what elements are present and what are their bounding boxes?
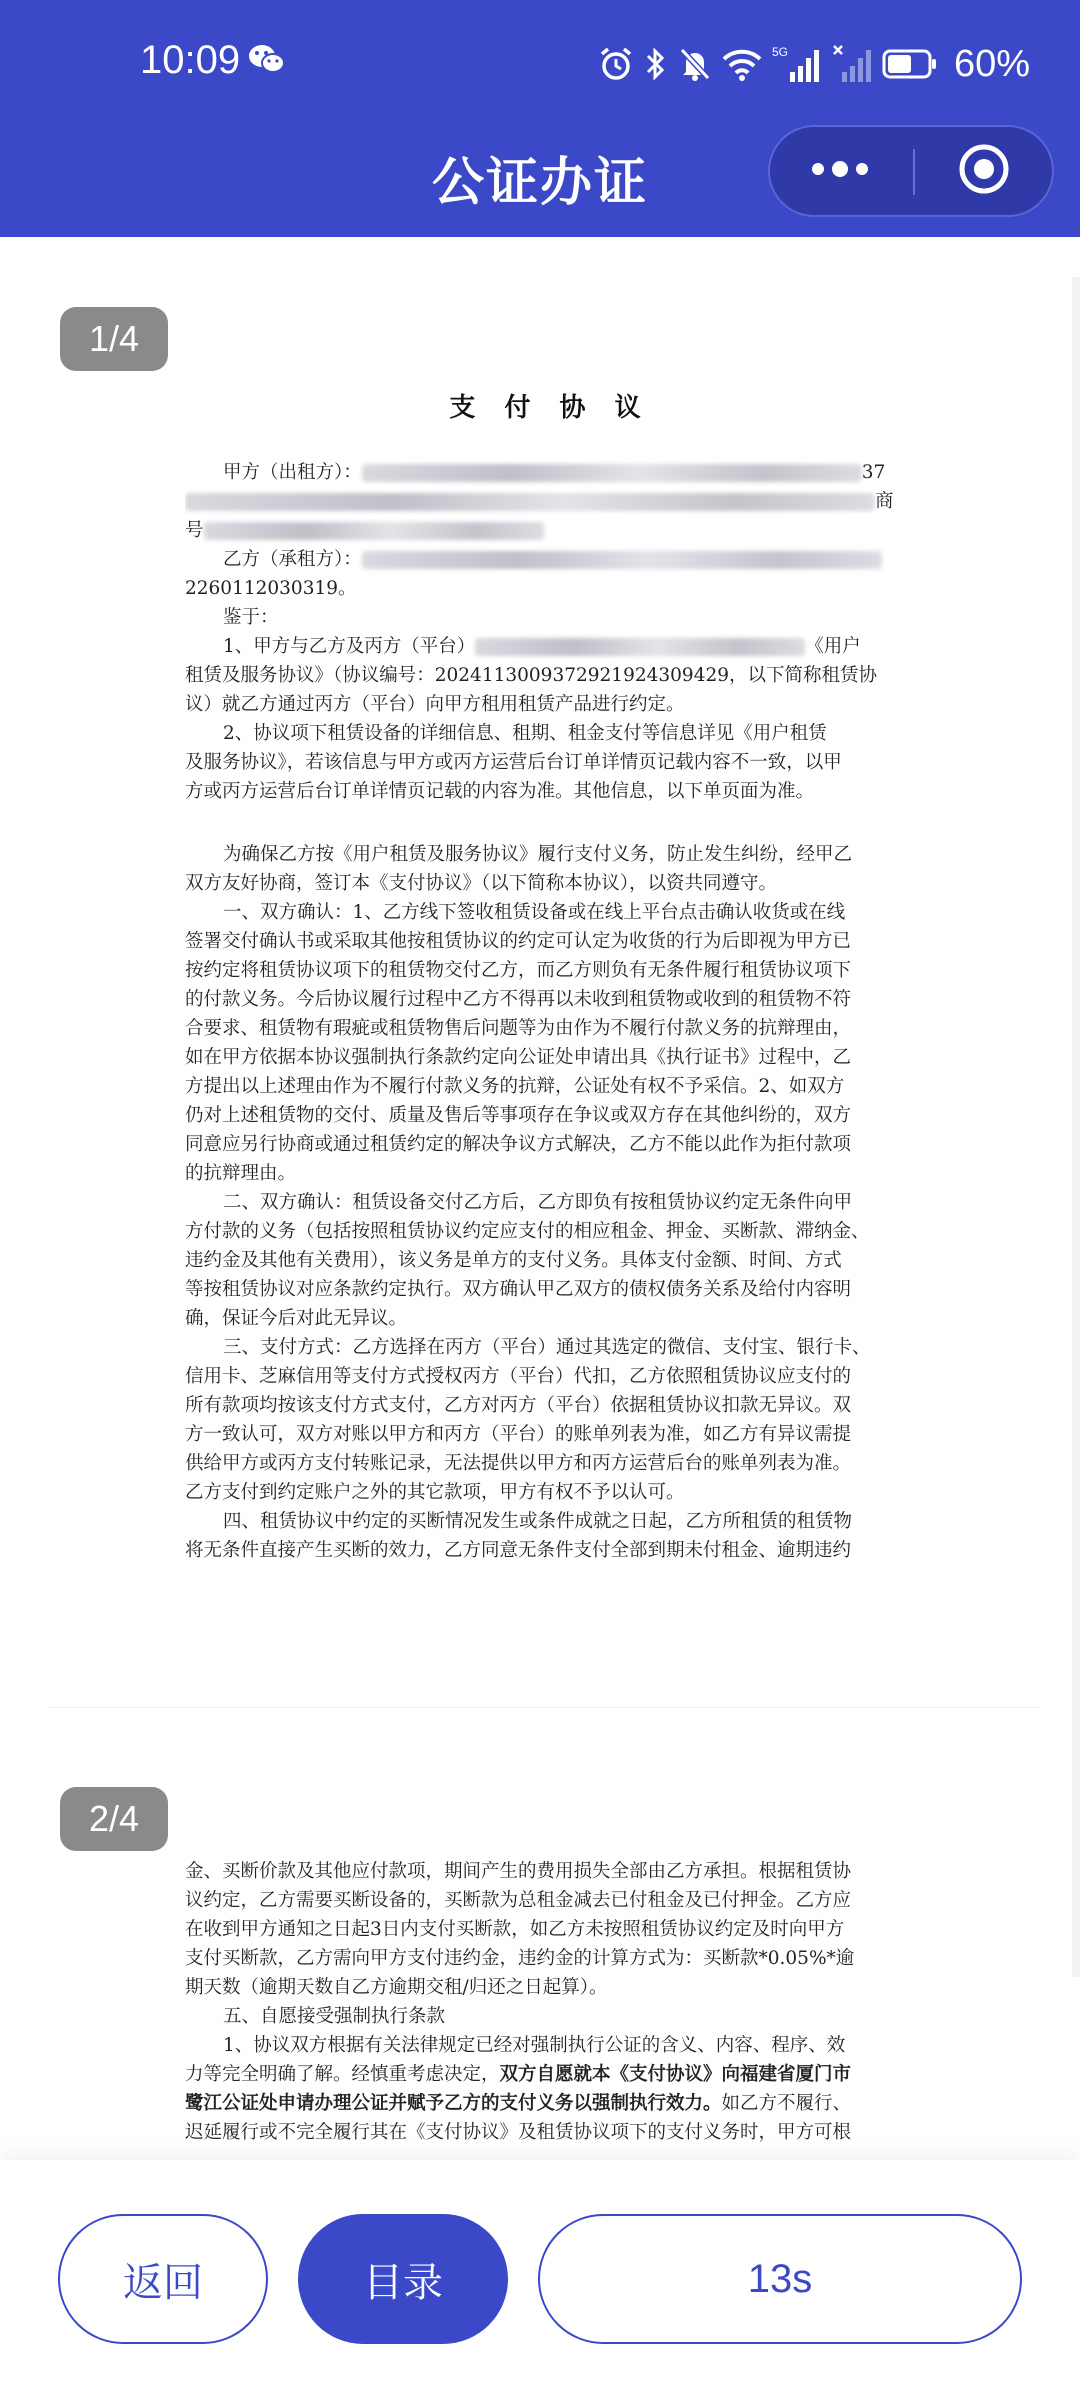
doc-line: 将无条件直接产生买断的效力，乙方同意无条件支付全部到期未付租金、逾期违约 (185, 1540, 852, 1561)
doc-line: 期天数（逾期天数自乙方逾期交租/归还之日起算）。 (185, 1977, 608, 1998)
doc-line: 仍对上述租赁物的交付、质量及售后等事项存在争议或双方存在其他纠纷的，双方 (185, 1105, 852, 1126)
target-close-icon (957, 142, 1011, 200)
doc-line: 鹭江公证处申请办理公证并赋予乙方的支付义务以强制执行效力。如乙方不履行、 (185, 2093, 852, 2114)
back-button[interactable]: 返回 (58, 2214, 268, 2344)
wechat-icon (248, 42, 286, 80)
mute-bell-icon (678, 46, 712, 82)
document-viewer[interactable] (0, 237, 1080, 2157)
more-dots-icon (810, 161, 870, 181)
doc-line: 方或丙方运营后台订单详情页记载的内容为准。其他信息，以下单页面为准。 (185, 781, 815, 802)
mini-program-capsule (768, 125, 1054, 217)
doc-line: 签署交付确认书或采取其他按租赁协议的约定可认定为收货的行为后即视为甲方已 (185, 931, 852, 952)
doc-line: 合要求、租赁物有瑕疵或租赁物售后问题等为由作为不履行付款义务的抗辩理由， (185, 1018, 852, 1039)
scrollbar[interactable] (1072, 277, 1080, 1977)
doc-line: 商 (185, 487, 915, 516)
page-title: 公证办证 (431, 153, 648, 213)
app-header (0, 0, 1080, 237)
doc-line: 鉴于： (223, 607, 279, 628)
doc-line: 租赁及服务协议》（协议编号：20241130093729219243094​29，以下简称租赁协 (185, 665, 878, 686)
doc-line: 五、自愿接受强制执行条款 (223, 2006, 446, 2027)
doc-line: 的付款义务。今后协议履行过程中乙方不得再以未收到租赁物或收到的租赁物不符 (185, 989, 852, 1010)
signal-5g-icon (772, 44, 822, 84)
doc-line: 一、双方确认：1、乙方线下签收租赁设备或在线上平台点击确认收货或在线 (223, 902, 846, 923)
status-time: 10:09 (140, 38, 241, 82)
doc-line: 的抗辩理由。 (185, 1163, 297, 1184)
status-bar (0, 30, 1080, 100)
close-mini-program-button[interactable] (916, 127, 1052, 215)
wifi-icon (722, 47, 762, 81)
doc-line: 在收到甲方通知之日起3日内支付买断款，如乙方未按照租赁协议约定及时向甲方 (185, 1919, 845, 1940)
redacted-block (204, 522, 544, 540)
battery-percent: 60% (953, 42, 1030, 85)
redacted-block (475, 638, 805, 656)
doc-line: 所有款项均按该支付方式支付，乙方对丙方（平台）依据租赁协议扣款无异议。双 (185, 1395, 852, 1416)
doc-line: 方付款的义务（包括按照租赁协议约定应支付的相应租金、押金、买断款、滞纳金、 (185, 1221, 870, 1242)
doc-line: 乙方支付到约定账户之外的其它款项，甲方有权不予以认可。 (185, 1482, 685, 1503)
doc-line: 确，保证今后对此无异议。 (185, 1308, 408, 1329)
doc-line: 双方友好协商，签订本《支付协议》（以下简称本协议），以资共同遵守。 (185, 873, 778, 894)
document-page-2 (185, 1857, 915, 2147)
page-badge-2: 2/4 (60, 1787, 168, 1851)
doc-line: 号 (185, 516, 915, 545)
doc-line: 等按租赁协议对应条款约定执行。双方确认甲乙双方的债权债务关系及给付内容明 (185, 1279, 852, 1300)
more-button[interactable] (770, 127, 910, 215)
document-page-1 (185, 387, 915, 1565)
doc-line: 按约定将租赁协议项下的租赁物交付乙方，而乙方则负有无条件履行租赁协议项下 (185, 960, 852, 981)
doc-line: 如在甲方依据本协议强制执行条款约定向公证处申请出具《执行证书》过程中，乙 (185, 1047, 852, 1068)
alarm-icon (598, 46, 634, 82)
doc-line: 方提出以上述理由作为不履行付款义务的抗辩，公证处有权不予采信。2、如双方 (185, 1076, 845, 1097)
doc-line: 信用卡、芝麻信用等支付方式授权丙方（平台）代扣，乙方依照租赁协议应支付的 (185, 1366, 852, 1387)
status-icons (598, 36, 1030, 92)
doc-line: 供给甲方或丙方支付转账记录，无法提供以甲方和丙方运营后台的账单列表为准。 (185, 1453, 852, 1474)
battery-icon (882, 49, 938, 79)
doc-line: 2260112030319。 (185, 578, 357, 599)
doc-line: 支付买断款，乙方需向甲方支付违约金，违约金的计算方式为：买断款*0.05%*逾 (185, 1948, 855, 1969)
footer-bar (0, 2160, 1080, 2400)
doc-line: 议）就乙方通过丙方（平台）向甲方租用租赁产品进行约定。 (185, 694, 685, 715)
doc-line: 议约定，乙方需要买断设备的，买断款为总租金减去已付租金及已付押金。乙方应 (185, 1890, 852, 1911)
doc-line: 及服务协议》，若该信息与甲方或丙方运营后台订单详情页记载内容不一致，以甲 (185, 752, 842, 773)
redacted-block (362, 464, 862, 482)
doc-line: 同意应另行协商或通过租赁约定的解决争议方式解决，乙方不能以此作为拒付款项 (185, 1134, 852, 1155)
doc-line: 1、甲方与乙方及丙方（平台） 《用户 (223, 636, 861, 657)
capsule-divider (913, 149, 915, 195)
redacted-block (362, 551, 882, 569)
doc-line: 金、买断价款及其他应付款项，期间产生的费用损失全部由乙方承担。根据租赁协 (185, 1861, 852, 1882)
doc-line: 乙方（承租方）： (185, 545, 915, 574)
document-title: 支 付 协 议 (449, 393, 651, 423)
doc-line: 四、租赁协议中约定的买断情况发生或条件成就之日起，乙方所租赁的租赁物 (223, 1511, 853, 1532)
doc-line: 违约金及其他有关费用），该义务是单方的支付义务。具体支付金额、时间、方式 (185, 1250, 842, 1271)
doc-line: 1、协议双方根据有关法律规定已经对强制执行公证的含义、内容、程序、效 (223, 2035, 846, 2056)
doc-line: 迟延履行或不完全履行其在《支付协议》及租赁协议项下的支付义务时，甲方可根 (185, 2122, 852, 2143)
page-separator (50, 1707, 1040, 1708)
bluetooth-icon (644, 46, 668, 82)
doc-line: 为确保乙方按《用户租赁及服务协议》履行支付义务，防止发生纠纷，经甲乙 (223, 844, 853, 865)
signal-no-sim-icon (832, 44, 872, 84)
doc-line: 方一致认可，双方对账以甲方和丙方（平台）的账单列表为准，如乙方有异议需提 (185, 1424, 852, 1445)
table-of-contents-button[interactable]: 目录 (298, 2214, 508, 2344)
doc-line: 甲方（出租方）： 37 (223, 462, 886, 483)
doc-line: 二、双方确认：租赁设备交付乙方后，乙方即负有按租赁协议约定无条件向甲 (223, 1192, 853, 1213)
page-badge-1: 1/4 (60, 307, 168, 371)
network-label: 5G (771, 45, 788, 59)
countdown-timer-button[interactable]: 13s (538, 2214, 1022, 2344)
doc-line: 三、支付方式：乙方选择在丙方（平台）通过其选定的微信、支付宝、银行卡、 (223, 1337, 871, 1358)
redacted-block (185, 493, 875, 511)
doc-line: 2、协议项下租赁设备的详细信息、租期、租金支付等信息详见《用户租赁 (223, 723, 827, 744)
doc-line: 力等完全明确了解。经慎重考虑决定，双方自愿就本《支付协议》向福建省厦门市 (185, 2064, 852, 2085)
